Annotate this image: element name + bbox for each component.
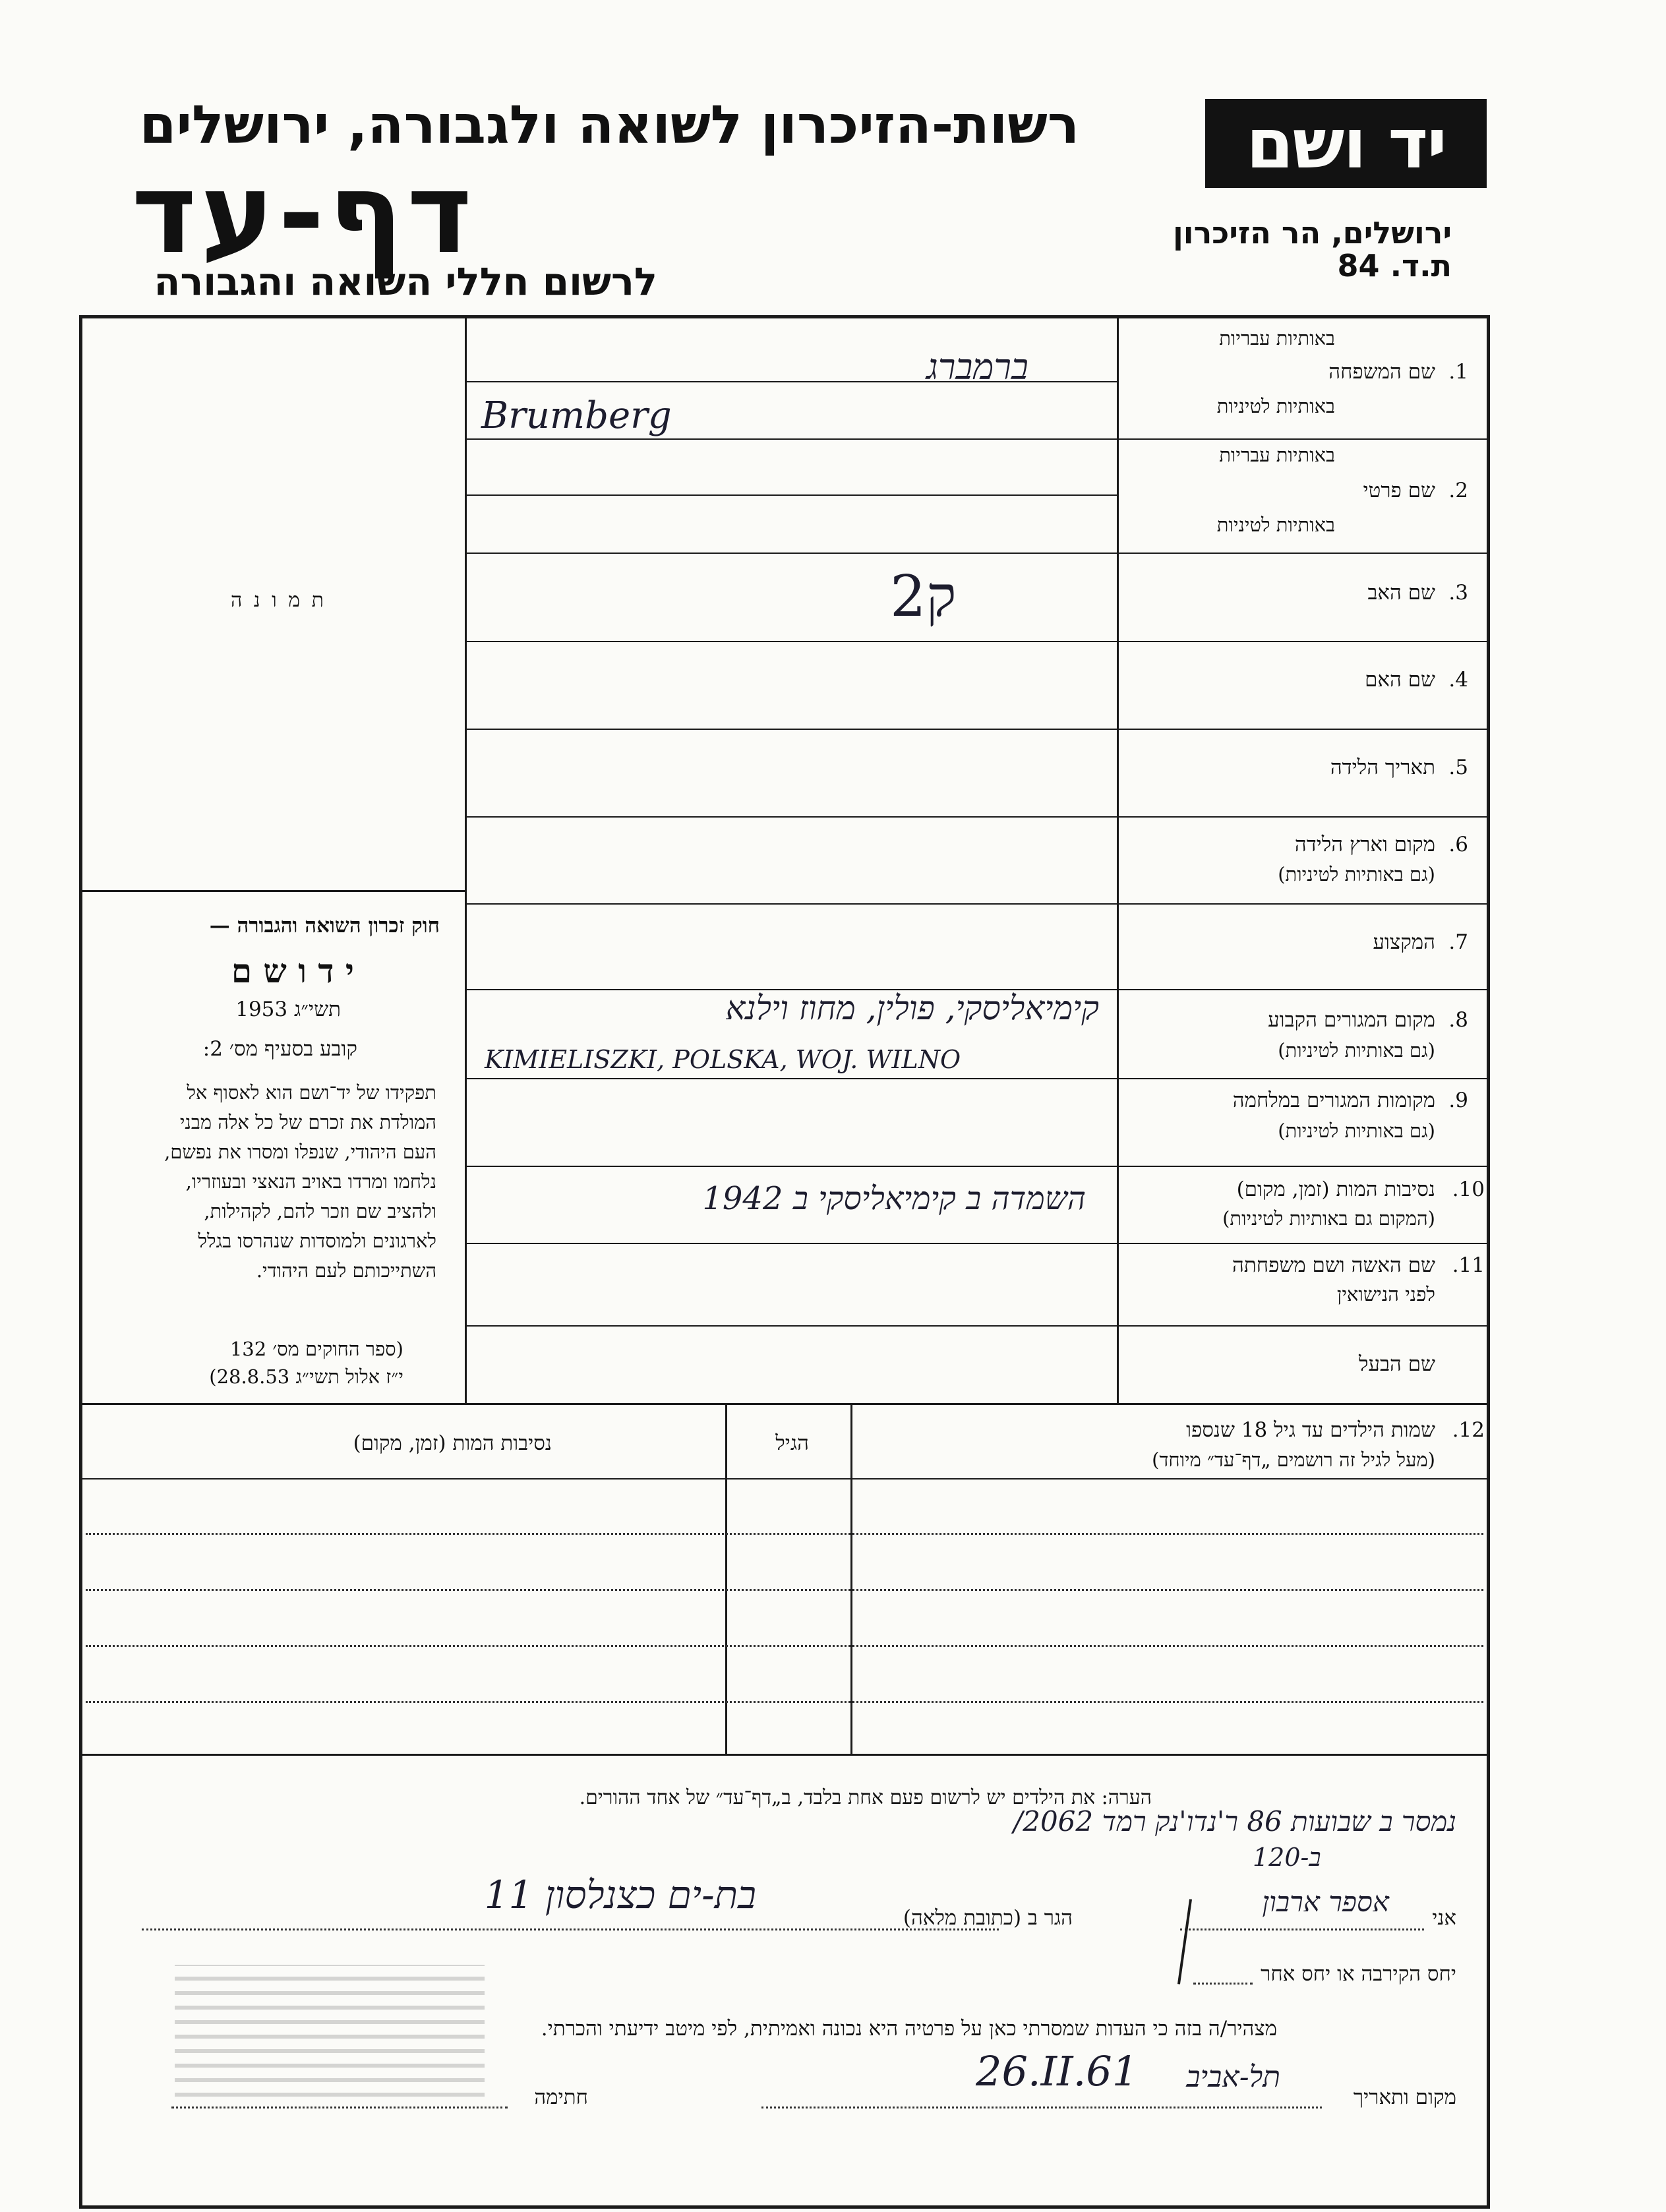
law-ref-1: (ספר החוקים מס׳ 132 — [229, 1338, 403, 1360]
field-8-num: 8. — [1448, 1008, 1468, 1032]
field-11-label: שם האשה ושם משפחתה — [1232, 1253, 1435, 1277]
field-9-num: 9. — [1448, 1089, 1468, 1112]
field-10-value[interactable]: השמדה ב קימיאליסקי ב 1942 — [702, 1180, 1086, 1217]
address-line-1: ירושלים, הר הזיכרון — [1172, 215, 1452, 251]
place-value[interactable]: תל-אביב — [1186, 2060, 1280, 2094]
address-line-2: ת.ד. 84 — [1337, 248, 1452, 284]
photo-label: ת מ ו נ ה — [231, 589, 326, 612]
date-value[interactable]: 26.II.61 — [976, 2047, 1139, 2095]
field-1-sub-hebrew: באותיות עבריות — [1219, 327, 1335, 349]
field-1-sub-latin: באותיות לטיניות — [1216, 395, 1335, 417]
law-title: חוק זכרון השואה והגבורה — — [209, 914, 440, 938]
field-3-label: שם האב — [1367, 581, 1435, 605]
relation-label: יחס הקירבה או יחס אחר — [1261, 1962, 1456, 1986]
field-8-value-latin[interactable]: KIMIELISZKI, POLSKA, WOJ. WILNO — [485, 1045, 961, 1074]
footer-note: הערה: את הילדים יש לרשום פעם אחת בלבד, ב„דף־עד״ של אחד ההורים. — [579, 1786, 1152, 1809]
organization-line: רשות-הזיכרון לשואה ולגבורה, ירושלים — [139, 94, 1079, 156]
field-8-sub: (גם באותיות לטיניות) — [1278, 1039, 1435, 1061]
field-11-sub: לפני הנישואין — [1336, 1283, 1435, 1305]
field-1-value-latin[interactable]: Brumberg — [481, 394, 672, 437]
field-7-label: המקצוע — [1373, 930, 1435, 954]
field-10-num: 10. — [1452, 1178, 1485, 1201]
address-value[interactable]: בת-ים כצנלסון 11 — [484, 1872, 756, 1917]
field-7-num: 7. — [1448, 930, 1468, 954]
law-text-line: ולהציב שם וזכר להם, לקהילות, — [204, 1199, 436, 1222]
declaration-text: מצהיר/ה בזה כי העדות שמסרתי כאן על פרטיה היא נכונה ואמיתית, לפי מיטב ידיעתי והכרתי. — [541, 2017, 1277, 2041]
law-name: י ד ו ש ם — [231, 951, 354, 990]
field-3-num: 3. — [1448, 581, 1468, 605]
law-text-line: השתייכותם לעם היהודי. — [256, 1259, 436, 1282]
law-text-line: לארגונים ולמוסדות שנהרסו בגלל — [198, 1229, 436, 1252]
children-num: 12. — [1452, 1418, 1485, 1442]
law-text-line: המולדת את זכרם של כל אלה מבני — [179, 1110, 436, 1133]
field-6-num: 6. — [1448, 833, 1468, 856]
signature-label: חתימה — [534, 2085, 588, 2109]
form-subtitle: לרשום חללי השואה והגבורה — [154, 259, 657, 304]
field-husband-label: שם הבעל — [1359, 1352, 1435, 1376]
field-9-sub: (גם באותיות לטיניות) — [1278, 1120, 1435, 1142]
field-4-label: שם האם — [1365, 668, 1435, 692]
field-2-sub-latin: באותיות לטיניות — [1216, 514, 1335, 536]
field-2-num: 2. — [1448, 479, 1468, 502]
law-clause: קובע בסעיף מס׳ 2: — [202, 1037, 357, 1061]
field-11-num: 11. — [1452, 1253, 1485, 1277]
law-text — [71, 1078, 436, 1286]
children-sub: (מעל לגיל זה רושמים „דף־עד״ מיוחד) — [1152, 1449, 1435, 1471]
declarant-name[interactable]: אספר ארבון — [1262, 1886, 1389, 1918]
field-10-sub: (המקום גם באותיות לטיניות) — [1222, 1207, 1435, 1230]
field-5-num: 5. — [1448, 756, 1468, 779]
place-date-label: מקום ותאריך — [1353, 2085, 1456, 2109]
stamp-mark — [175, 1965, 485, 2097]
children-col-age: הגיל — [775, 1431, 809, 1455]
field-1-label: שם המשפחה — [1328, 360, 1435, 384]
yad-vashem-logo: יד ושם — [1205, 99, 1487, 188]
field-1-value-hebrew[interactable]: ברמברג — [926, 346, 1028, 388]
field-2-label: שם פרטי — [1363, 479, 1435, 502]
field-2-sub-hebrew: באותיות עבריות — [1219, 444, 1335, 466]
field-5-label: תאריך הלידה — [1330, 756, 1435, 779]
law-text-line: העם היהודי, שנפלו ומסרו את נפשם, — [164, 1140, 436, 1163]
submission-note: נמסר ב שבועות 86 ר'נדו'נק רמד 2062/ — [1013, 1805, 1456, 1838]
field-8-value-hebrew[interactable]: קימיאליסקי, פולין, מחוז וילנא — [725, 989, 1099, 1027]
field-9-label: מקומות המגורים במלחמה — [1232, 1089, 1435, 1112]
law-text-line: נלחמו ומרדו באויב הנאצי ובעוזריו, — [185, 1170, 436, 1193]
form-title: דף-עד — [131, 149, 476, 278]
law-ref-2: י״ז אלול תשי״ג 28.8.53) — [209, 1365, 403, 1388]
submission-ref: 120-ב — [1253, 1843, 1321, 1872]
children-col-death: נסיבות המות (זמן, מקום) — [353, 1431, 552, 1455]
children-label: שמות הילדים עד גיל 18 שנספו — [1186, 1418, 1435, 1442]
field-6-sub: (גם באותיות לטיניות) — [1278, 863, 1435, 885]
field-3-value[interactable]: 2ק — [890, 564, 957, 630]
field-6-label: מקום וארץ הלידה — [1294, 833, 1435, 856]
law-text-line: תפקידו של יד־ושם הוא לאסוף אל — [187, 1081, 436, 1104]
field-4-num: 4. — [1448, 668, 1468, 692]
ani-label: אני — [1432, 1906, 1456, 1930]
field-8-label: מקום המגורים הקבוע — [1268, 1008, 1435, 1032]
resident-label: הגר ב (כתובת מלאה) — [903, 1906, 1073, 1930]
law-year: תשי״ג 1953 — [235, 998, 341, 1021]
field-10-label: נסיבות המות (זמן, מקום) — [1236, 1178, 1435, 1201]
field-1-num: 1. — [1448, 360, 1468, 384]
